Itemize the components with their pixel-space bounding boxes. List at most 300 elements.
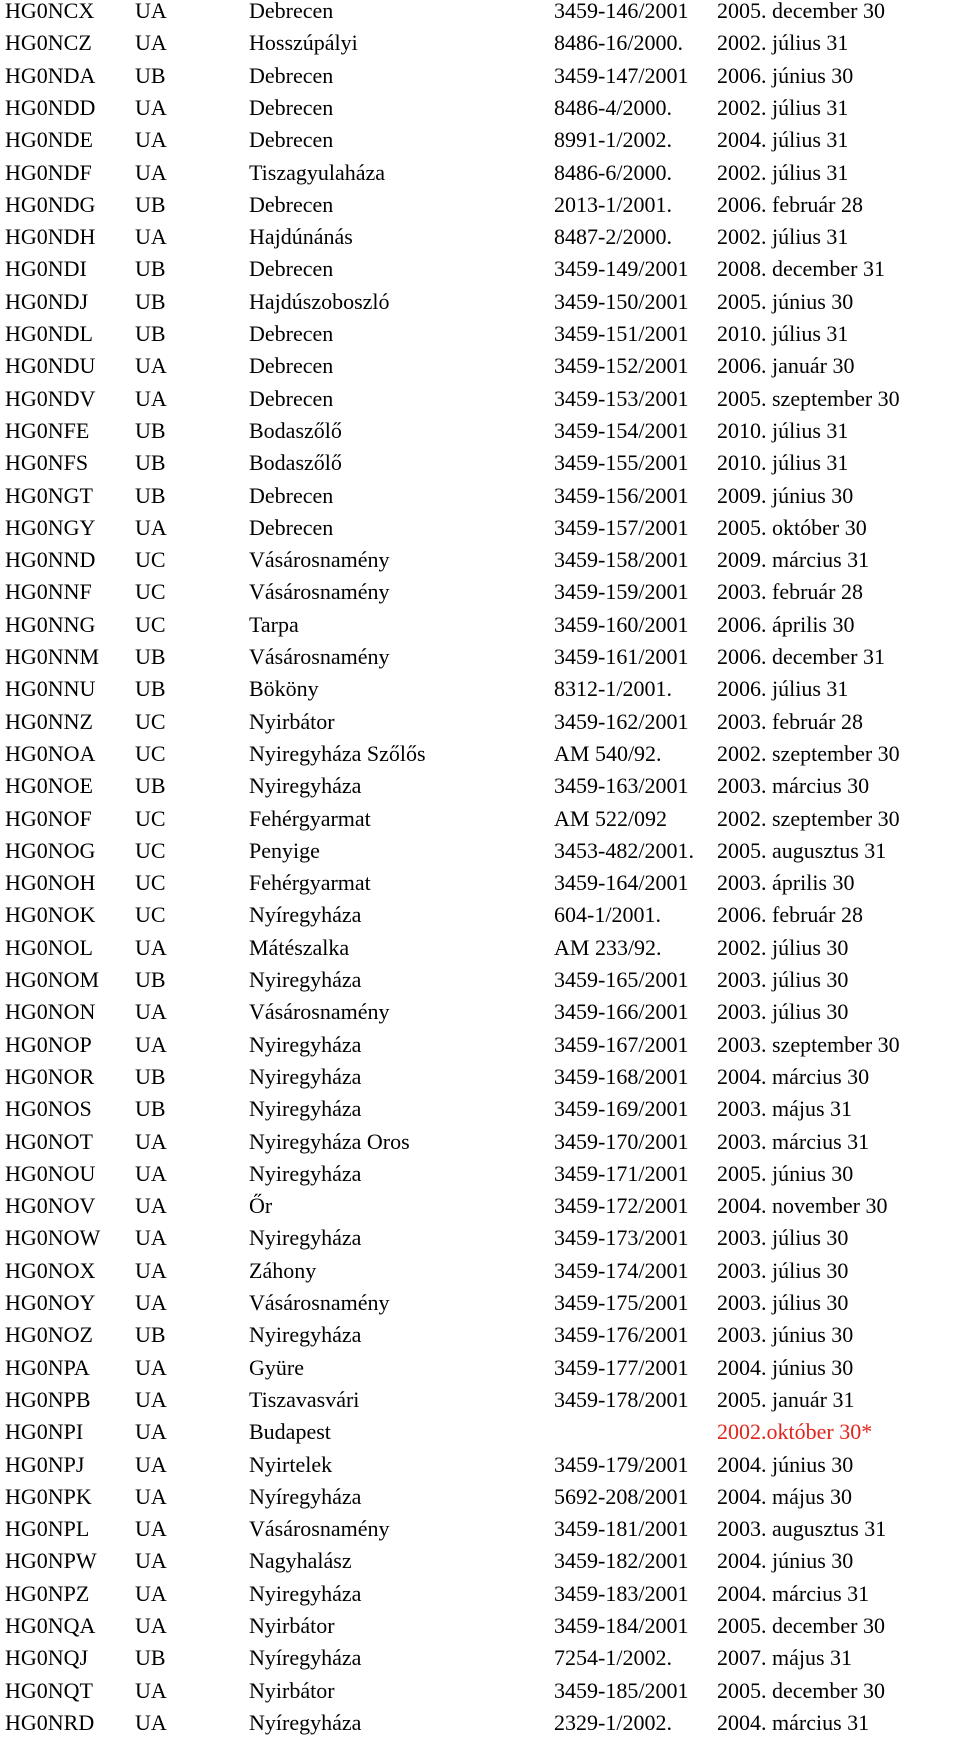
- expiry-date-cell: 2005. június 30: [717, 1160, 854, 1186]
- callsign-cell: HG0NOX: [5, 1257, 96, 1283]
- city-cell: Nyiregyháza: [249, 1322, 362, 1348]
- class-cell: UA: [135, 1128, 167, 1154]
- city-cell: Fehérgyarmat: [249, 805, 371, 831]
- permit-number-cell: 3459-177/2001: [554, 1354, 689, 1380]
- permit-number-cell: 3459-183/2001: [554, 1580, 689, 1606]
- city-cell: Debrecen: [249, 321, 334, 346]
- expiry-date-cell: 2005. december 30: [717, 0, 885, 23]
- class-cell: UC: [135, 805, 166, 831]
- table-row: [0, 1416, 960, 1448]
- expiry-date-cell: 2003. július 30: [717, 1290, 849, 1315]
- permit-number-cell: 3459-160/2001: [554, 611, 689, 637]
- city-cell: Nyiregyháza: [249, 967, 362, 992]
- table-row: [0, 1029, 960, 1061]
- class-cell: UB: [135, 288, 166, 314]
- expiry-date-cell: 2003. július 30: [717, 967, 849, 992]
- city-cell: Debrecen: [249, 191, 334, 217]
- city-cell: Budapest: [249, 1419, 331, 1445]
- city-cell: Őr: [249, 1193, 273, 1219]
- callsign-cell: HG0NNF: [5, 579, 92, 605]
- city-cell: Nyiregyháza: [249, 773, 362, 799]
- table-row: [0, 189, 960, 221]
- class-cell: UA: [135, 224, 167, 250]
- city-cell: Gyüre: [249, 1354, 304, 1380]
- callsign-cell: HG0NPJ: [5, 1451, 85, 1477]
- class-cell: UB: [135, 256, 166, 282]
- city-cell: Debrecen: [249, 0, 334, 23]
- permit-number-cell: 3459-154/2001: [554, 417, 689, 443]
- class-cell: UA: [135, 1193, 167, 1219]
- table-row: [0, 286, 960, 318]
- city-cell: Hajdúnánás: [249, 224, 353, 250]
- city-cell: Bodaszőlő: [249, 450, 342, 476]
- class-cell: UA: [135, 353, 167, 379]
- table-row: [0, 770, 960, 802]
- city-cell: Nyíregyháza: [249, 1709, 362, 1735]
- table-row: [0, 1481, 960, 1513]
- permit-number-cell: 3459-184/2001: [554, 1613, 689, 1638]
- class-cell: UB: [135, 676, 166, 702]
- city-cell: Vásárosnamény: [249, 1290, 390, 1315]
- permit-number-cell: 7254-1/2002.: [554, 1645, 672, 1671]
- class-cell: UA: [135, 1031, 167, 1057]
- table-row: [0, 673, 960, 705]
- table-row: [0, 1610, 960, 1642]
- callsign-cell: HG0NPA: [5, 1354, 90, 1380]
- city-cell: Nyiregyháza Szőlős: [249, 740, 426, 766]
- table-row: [0, 480, 960, 512]
- city-cell: Tiszavasvári: [249, 1386, 360, 1412]
- table-row: [0, 1255, 960, 1287]
- expiry-date-cell: 2003. április 30: [717, 870, 855, 896]
- city-cell: Debrecen: [249, 353, 334, 379]
- table-row: [0, 706, 960, 738]
- expiry-date-cell: 2002. szeptember 30: [717, 740, 900, 766]
- city-cell: Nyirbátor: [249, 1677, 335, 1703]
- permit-number-cell: 3459-163/2001: [554, 773, 689, 799]
- callsign-cell: HG0NNG: [5, 611, 96, 637]
- class-cell: UC: [135, 579, 166, 605]
- table-row: [0, 157, 960, 189]
- permit-number-cell: 3453-482/2001.: [554, 837, 694, 863]
- permit-number-cell: 3459-162/2001: [554, 708, 689, 734]
- city-cell: Vásárosnamény: [249, 547, 390, 573]
- city-cell: Hosszúpályi: [249, 30, 358, 56]
- expiry-date-cell: 2004. május 30: [717, 1483, 853, 1509]
- callsign-cell: HG0NOY: [5, 1290, 96, 1315]
- permit-number-cell: AM 233/92.: [554, 934, 662, 960]
- class-cell: UA: [135, 1677, 167, 1703]
- table-row: [0, 1707, 960, 1739]
- callsign-cell: HG0NFS: [5, 450, 89, 476]
- permit-number-cell: 3459-152/2001: [554, 353, 689, 379]
- expiry-date-cell: 2006. április 30: [717, 611, 855, 637]
- table-row: [0, 27, 960, 59]
- class-cell: UB: [135, 62, 166, 88]
- expiry-date-cell: 2003. szeptember 30: [717, 1031, 900, 1057]
- expiry-date-cell: 2005. június 30: [717, 288, 854, 314]
- table-row: [0, 1384, 960, 1416]
- permit-number-cell: 3459-147/2001: [554, 62, 689, 88]
- city-cell: Vásárosnamény: [249, 579, 390, 605]
- table-row: [0, 899, 960, 931]
- class-cell: UB: [135, 417, 166, 443]
- city-cell: Nyirbátor: [249, 708, 335, 734]
- permit-number-cell: 3459-185/2001: [554, 1677, 689, 1703]
- city-cell: Debrecen: [249, 514, 334, 540]
- permit-number-cell: 3459-161/2001: [554, 644, 689, 669]
- callsign-cell: HG0NND: [5, 547, 96, 573]
- permit-number-cell: 3459-167/2001: [554, 1031, 689, 1057]
- table-row: [0, 1190, 960, 1222]
- class-cell: UA: [135, 1548, 167, 1574]
- expiry-date-cell: 2009. június 30: [717, 482, 854, 508]
- callsign-cell: HG0NDL: [5, 321, 93, 346]
- callsign-cell: HG0NPI: [5, 1419, 84, 1445]
- city-cell: Nagyhalász: [249, 1548, 352, 1574]
- expiry-date-cell: 2010. július 31: [717, 450, 849, 476]
- callsign-cell: HG0NDD: [5, 94, 96, 120]
- callsign-cell: HG0NOT: [5, 1128, 93, 1154]
- permit-number-cell: 3459-166/2001: [554, 999, 689, 1025]
- class-cell: UA: [135, 0, 167, 23]
- callsign-cell: HG0NDG: [5, 191, 96, 217]
- class-cell: UA: [135, 1257, 167, 1283]
- table-row: [0, 512, 960, 544]
- callsign-cell: HG0NDA: [5, 62, 96, 88]
- table-row: [0, 92, 960, 124]
- expiry-date-cell: 2003. március 31: [717, 1128, 870, 1154]
- permit-number-cell: 3459-181/2001: [554, 1516, 689, 1542]
- class-cell: UA: [135, 1580, 167, 1606]
- expiry-date-cell: 2002. július 31: [717, 224, 849, 250]
- permit-number-cell: 3459-169/2001: [554, 1096, 689, 1122]
- expiry-date-cell: 2002.október 30*: [717, 1419, 873, 1445]
- expiry-date-cell: 2010. július 31: [717, 321, 849, 346]
- callsign-cell: HG0NOV: [5, 1193, 96, 1219]
- callsign-cell: HG0NOU: [5, 1160, 96, 1186]
- city-cell: Nyíregyháza: [249, 1483, 362, 1509]
- permit-number-cell: 3459-173/2001: [554, 1225, 689, 1251]
- expiry-date-cell: 2002. szeptember 30: [717, 805, 900, 831]
- class-cell: UB: [135, 321, 166, 346]
- city-cell: Vásárosnamény: [249, 999, 390, 1025]
- class-cell: UC: [135, 870, 166, 896]
- expiry-date-cell: 2003. július 30: [717, 999, 849, 1025]
- permit-number-cell: 8487-2/2000.: [554, 224, 672, 250]
- callsign-cell: HG0NQJ: [5, 1645, 89, 1671]
- class-cell: UA: [135, 1419, 167, 1445]
- class-cell: UA: [135, 159, 167, 185]
- permit-number-cell: 604-1/2001.: [554, 902, 661, 928]
- expiry-date-cell: 2003. február 28: [717, 708, 864, 734]
- callsign-cell: HG0NPK: [5, 1483, 92, 1509]
- callsign-cell: HG0NOM: [5, 967, 100, 992]
- permit-number-cell: 3459-158/2001: [554, 547, 689, 573]
- permit-number-cell: AM 522/092: [554, 805, 668, 831]
- expiry-date-cell: 2002. július 30: [717, 934, 849, 960]
- class-cell: UC: [135, 708, 166, 734]
- city-cell: Vásárosnamény: [249, 644, 390, 669]
- table-row: [0, 124, 960, 156]
- class-cell: UA: [135, 999, 167, 1025]
- class-cell: UA: [135, 934, 167, 960]
- callsign-cell: HG0NDF: [5, 159, 92, 185]
- city-cell: Nyíregyháza: [249, 1645, 362, 1671]
- expiry-date-cell: 2004. november 30: [717, 1193, 888, 1219]
- callsign-cell: HG0NPW: [5, 1548, 97, 1574]
- city-cell: Bököny: [249, 676, 319, 702]
- city-cell: Nyiregyháza: [249, 1580, 362, 1606]
- callsign-cell: HG0NCZ: [5, 30, 92, 56]
- table-row: [0, 1352, 960, 1384]
- table-row: [0, 415, 960, 447]
- permit-number-cell: 3459-171/2001: [554, 1160, 689, 1186]
- callsign-cell: HG0NNZ: [5, 708, 93, 734]
- expiry-date-cell: 2007. május 31: [717, 1645, 853, 1671]
- callsign-cell: HG0NDV: [5, 385, 96, 411]
- expiry-date-cell: 2003. július 30: [717, 1257, 849, 1283]
- expiry-date-cell: 2002. július 31: [717, 30, 849, 56]
- table-row: [0, 60, 960, 92]
- callsign-cell: HG0NOZ: [5, 1322, 93, 1348]
- table-row: [0, 253, 960, 285]
- city-cell: Nyiregyháza: [249, 1031, 362, 1057]
- expiry-date-cell: 2004. június 30: [717, 1548, 854, 1574]
- permit-number-cell: 8486-16/2000.: [554, 30, 683, 56]
- expiry-date-cell: 2006. január 30: [717, 353, 855, 379]
- table-row: [0, 803, 960, 835]
- expiry-date-cell: 2004. július 31: [717, 127, 849, 153]
- class-cell: UC: [135, 837, 166, 863]
- permit-number-cell: 3459-155/2001: [554, 450, 689, 476]
- permit-number-cell: 3459-164/2001: [554, 870, 689, 896]
- table-row: [0, 1126, 960, 1158]
- class-cell: UA: [135, 514, 167, 540]
- city-cell: Nyiregyháza: [249, 1160, 362, 1186]
- permit-number-cell: 3459-174/2001: [554, 1257, 689, 1283]
- table-row: [0, 1578, 960, 1610]
- expiry-date-cell: 2006. július 31: [717, 676, 849, 702]
- class-cell: UA: [135, 385, 167, 411]
- class-cell: UA: [135, 1451, 167, 1477]
- table-row: [0, 609, 960, 641]
- expiry-date-cell: 2005. december 30: [717, 1613, 885, 1638]
- city-cell: Nyíregyháza: [249, 902, 362, 928]
- callsign-cell: HG0NDH: [5, 224, 96, 250]
- permit-number-cell: 2013-1/2001.: [554, 191, 672, 217]
- permit-number-cell: 3459-168/2001: [554, 1063, 689, 1089]
- callsign-cell: HG0NOW: [5, 1225, 101, 1251]
- city-cell: Nyiregyháza: [249, 1225, 362, 1251]
- class-cell: UB: [135, 1645, 166, 1671]
- permit-number-cell: 3459-153/2001: [554, 385, 689, 411]
- permit-number-cell: 3459-175/2001: [554, 1290, 689, 1315]
- expiry-date-cell: 2006. február 28: [717, 902, 864, 928]
- table-row: [0, 835, 960, 867]
- table-row: [0, 932, 960, 964]
- city-cell: Penyige: [249, 837, 320, 863]
- expiry-date-cell: 2006. június 30: [717, 62, 854, 88]
- city-cell: Nyiregyháza: [249, 1096, 362, 1122]
- permit-number-cell: 8312-1/2001.: [554, 676, 672, 702]
- expiry-date-cell: 2002. július 31: [717, 159, 849, 185]
- class-cell: UA: [135, 94, 167, 120]
- permit-number-cell: 3459-151/2001: [554, 321, 689, 346]
- callsign-cell: HG0NRD: [5, 1709, 95, 1735]
- class-cell: UB: [135, 644, 166, 669]
- city-cell: Nyirbátor: [249, 1613, 335, 1638]
- city-cell: Nyiregyháza Oros: [249, 1128, 410, 1154]
- table-row: [0, 1287, 960, 1319]
- class-cell: UA: [135, 30, 167, 56]
- expiry-date-cell: 2004. június 30: [717, 1354, 854, 1380]
- table-row: [0, 964, 960, 996]
- table-row: [0, 383, 960, 415]
- expiry-date-cell: 2005. szeptember 30: [717, 385, 900, 411]
- class-cell: UC: [135, 611, 166, 637]
- class-cell: UA: [135, 127, 167, 153]
- city-cell: Debrecen: [249, 256, 334, 282]
- class-cell: UB: [135, 773, 166, 799]
- class-cell: UA: [135, 1225, 167, 1251]
- expiry-date-cell: 2006. február 28: [717, 191, 864, 217]
- permit-number-cell: 2329-1/2002.: [554, 1709, 672, 1735]
- callsign-cell: HG0NOA: [5, 740, 96, 766]
- table-row: [0, 1158, 960, 1190]
- table-row: [0, 350, 960, 382]
- table-row: [0, 544, 960, 576]
- expiry-date-cell: 2003. május 31: [717, 1096, 853, 1122]
- permit-number-cell: 3459-178/2001: [554, 1386, 689, 1412]
- callsign-cell: HG0NDI: [5, 256, 87, 282]
- callsign-cell: HG0NDU: [5, 353, 96, 379]
- callsign-cell: HG0NOE: [5, 773, 93, 799]
- table-row: [0, 1061, 960, 1093]
- permit-number-cell: 8991-1/2002.: [554, 127, 672, 153]
- city-cell: Záhony: [249, 1257, 317, 1283]
- callsign-cell: HG0NFE: [5, 417, 90, 443]
- table-row: [0, 0, 960, 27]
- expiry-date-cell: 2005. január 31: [717, 1386, 855, 1412]
- expiry-date-cell: 2003. június 30: [717, 1322, 854, 1348]
- table-row: [0, 1513, 960, 1545]
- permit-number-cell: 3459-157/2001: [554, 514, 689, 540]
- permit-number-cell: 3459-165/2001: [554, 967, 689, 992]
- city-cell: Nyirtelek: [249, 1451, 333, 1477]
- callsign-cell: HG0NON: [5, 999, 96, 1025]
- permit-number-cell: 3459-159/2001: [554, 579, 689, 605]
- class-cell: UB: [135, 1322, 166, 1348]
- callsign-cell: HG0NOP: [5, 1031, 92, 1057]
- expiry-date-cell: 2005. augusztus 31: [717, 837, 887, 863]
- callsign-cell: HG0NNM: [5, 644, 100, 669]
- class-cell: UA: [135, 1709, 167, 1735]
- class-cell: UC: [135, 547, 166, 573]
- permit-number-cell: 5692-208/2001: [554, 1483, 689, 1509]
- table-row: [0, 447, 960, 479]
- class-cell: UC: [135, 902, 166, 928]
- expiry-date-cell: 2003. március 30: [717, 773, 870, 799]
- city-cell: Nyiregyháza: [249, 1063, 362, 1089]
- expiry-date-cell: 2005. december 30: [717, 1677, 885, 1703]
- callsign-cell: HG0NPZ: [5, 1580, 90, 1606]
- expiry-date-cell: 2004. június 30: [717, 1451, 854, 1477]
- class-cell: UB: [135, 1096, 166, 1122]
- city-cell: Tarpa: [249, 611, 299, 637]
- callsign-cell: HG0NQA: [5, 1613, 96, 1638]
- table-row: [0, 1093, 960, 1125]
- expiry-date-cell: 2010. július 31: [717, 417, 849, 443]
- expiry-date-cell: 2006. december 31: [717, 644, 885, 669]
- table-row: [0, 221, 960, 253]
- city-cell: Debrecen: [249, 94, 334, 120]
- permit-number-cell: 3459-182/2001: [554, 1548, 689, 1574]
- class-cell: UA: [135, 1354, 167, 1380]
- permit-number-cell: AM 540/92.: [554, 740, 662, 766]
- callsign-cell: HG0NCX: [5, 0, 95, 23]
- permit-number-cell: 3459-146/2001: [554, 0, 689, 23]
- permit-number-cell: 3459-149/2001: [554, 256, 689, 282]
- callsign-cell: HG0NOS: [5, 1096, 92, 1122]
- callsign-cell: HG0NOL: [5, 934, 93, 960]
- expiry-date-cell: 2008. december 31: [717, 256, 885, 282]
- city-cell: Tiszagyulaháza: [249, 159, 386, 185]
- city-cell: Bodaszőlő: [249, 417, 342, 443]
- city-cell: Hajdúszoboszló: [249, 288, 390, 314]
- table-row: [0, 1675, 960, 1707]
- city-cell: Debrecen: [249, 62, 334, 88]
- class-cell: UB: [135, 1063, 166, 1089]
- table-row: [0, 576, 960, 608]
- callsign-cell: HG0NQT: [5, 1677, 93, 1703]
- expiry-date-cell: 2003. augusztus 31: [717, 1516, 887, 1542]
- table-row: [0, 1319, 960, 1351]
- table-row: [0, 1222, 960, 1254]
- callsign-cell: HG0NOK: [5, 902, 96, 928]
- city-cell: Fehérgyarmat: [249, 870, 371, 896]
- class-cell: UA: [135, 1386, 167, 1412]
- callsign-cell: HG0NPL: [5, 1516, 90, 1542]
- city-cell: Debrecen: [249, 482, 334, 508]
- expiry-date-cell: 2002. július 31: [717, 94, 849, 120]
- callsign-cell: HG0NGY: [5, 514, 96, 540]
- class-cell: UA: [135, 1290, 167, 1315]
- class-cell: UC: [135, 740, 166, 766]
- callsign-cell: HG0NPB: [5, 1386, 91, 1412]
- class-cell: UA: [135, 1516, 167, 1542]
- callsign-cell: HG0NNU: [5, 676, 96, 702]
- expiry-date-cell: 2004. március 30: [717, 1063, 870, 1089]
- callsign-cell: HG0NDE: [5, 127, 93, 153]
- class-cell: UB: [135, 191, 166, 217]
- expiry-date-cell: 2009. március 31: [717, 547, 870, 573]
- permit-number-cell: 3459-179/2001: [554, 1451, 689, 1477]
- callsign-cell: HG0NGT: [5, 482, 93, 508]
- class-cell: UB: [135, 967, 166, 992]
- table-row: [0, 1449, 960, 1481]
- class-cell: UB: [135, 482, 166, 508]
- class-cell: UB: [135, 450, 166, 476]
- city-cell: Vásárosnamény: [249, 1516, 390, 1542]
- expiry-date-cell: 2003. július 30: [717, 1225, 849, 1251]
- permit-number-cell: 3459-150/2001: [554, 288, 689, 314]
- table-row: [0, 641, 960, 673]
- table-row: [0, 1545, 960, 1577]
- permit-number-cell: 8486-4/2000.: [554, 94, 672, 120]
- class-cell: UA: [135, 1483, 167, 1509]
- expiry-date-cell: 2004. március 31: [717, 1580, 870, 1606]
